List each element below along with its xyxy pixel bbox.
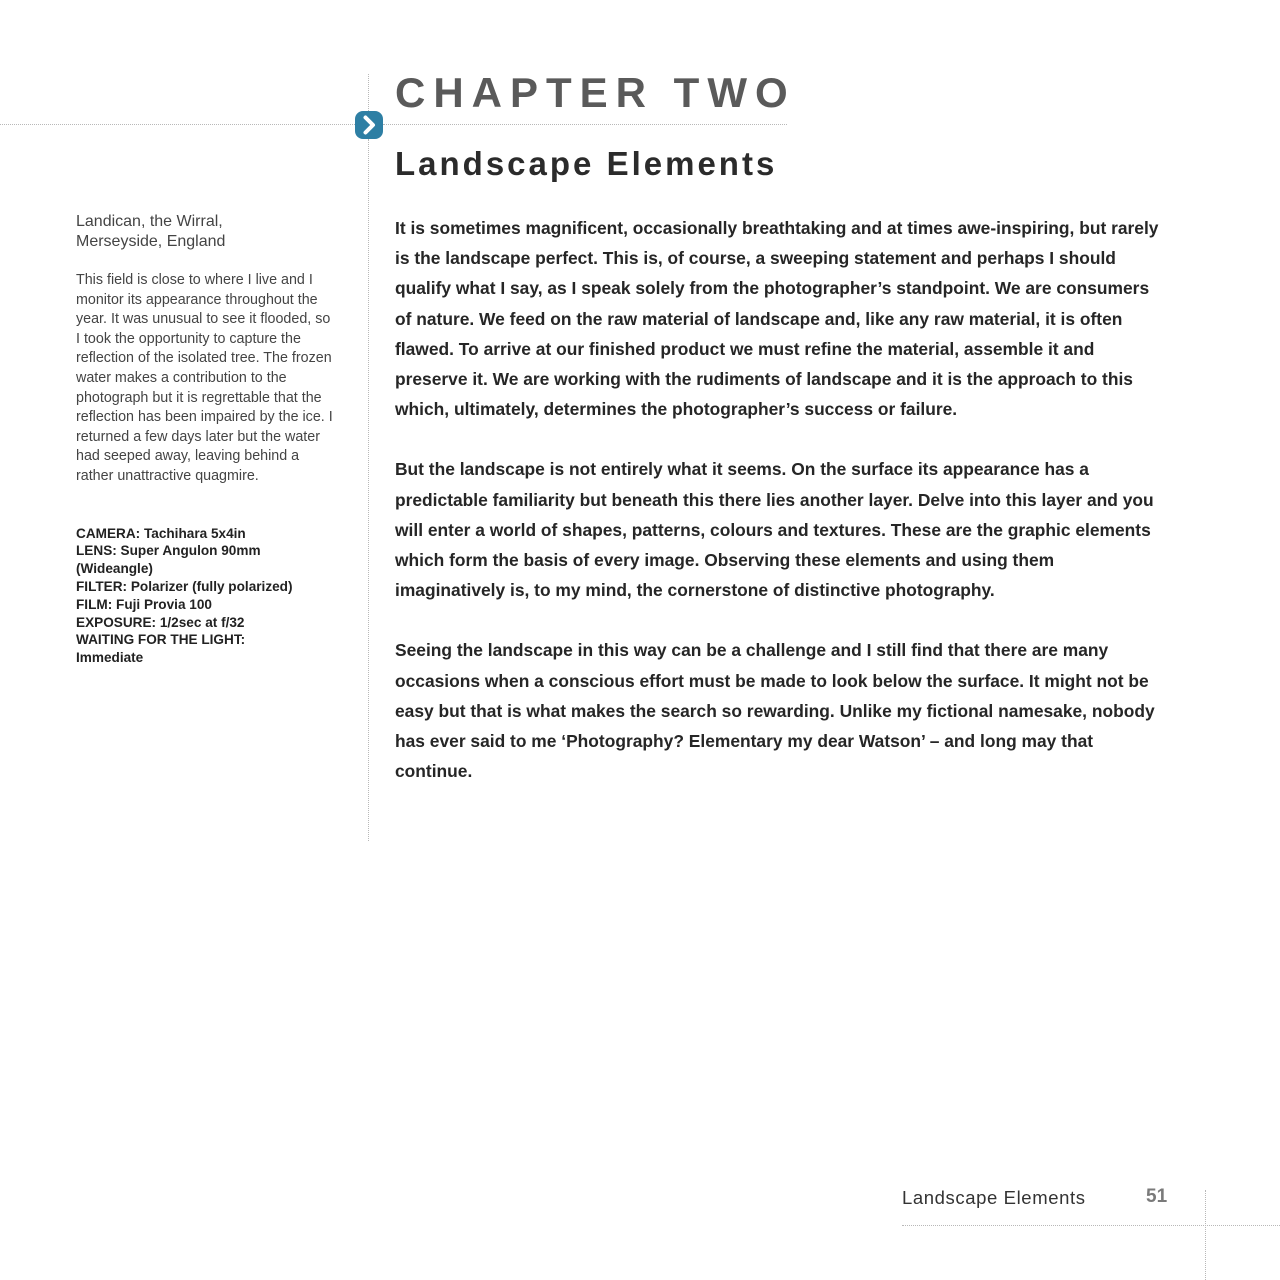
caption-text: This field is close to where I live and I monitor its appearance throughout the year. It was unusual to see it flooded, so I took the opportunity to capture the reflection of the isolated tree. The frozen water makes a contribution to the photograph but it is regrettable that the reflection has been impaired by the ice. I returned a few days later but the water had seeped away, leaving behind a rather unattractive quagmire. [76,272,333,484]
body-paragraph: But the landscape is not entirely what it seems. On the surface its appearance has a predictable familiarity but beneath this there lies another layer. Delve into this layer and you will enter a world of shapes, patterns, colours and textures. These are the graphic elements which form the basis of every image. Observing these elements and using them imaginatively is, to my mind, the cornerstone of distinctive photography. [395,459,1154,601]
column-divider-lower [368,139,369,841]
footer-rule [902,1225,1280,1226]
spec-waiting-value: Immediate [76,650,144,666]
spec-lens: LENS: Super Angulon 90mm [76,543,261,559]
body-text [395,213,1165,816]
spec-filter: FILTER: Polarizer (fully polarized) [76,578,293,594]
chevron-right-icon [355,111,383,139]
page-title: Landscape Elements [395,145,778,182]
spec-waiting-label: WAITING FOR THE LIGHT: [76,632,246,648]
caption-location-line: Landican, the Wirral, [76,213,223,230]
page-number: 51 [1146,1186,1168,1207]
tech-specs-list [76,525,338,667]
spec-film: FILM: Fuji Provia 100 [76,596,212,612]
photo-caption-sidebar [76,212,338,667]
body-paragraph: Seeing the landscape in this way can be a challenge and I still find that there are many occasions when a conscious effort must be made to look below the surface. It might not be easy but that is what makes the search so rewarding. Unlike my fictional namesake, nobody has ever said to me ‘Photography? Elementary my dear Watson’ – and long may that continue. [395,640,1155,782]
spec-lens-type: (Wideangle) [76,561,153,577]
header-rule-right [383,124,787,125]
header-rule [0,124,355,125]
spec-camera: CAMERA: Tachihara 5x4in [76,525,246,541]
body-paragraph: It is sometimes magnificent, occasionally breathtaking and at times awe-inspiring, but rarely is the landscape perfect. This is, of course, a sweeping statement and perhaps I should qualify what I say, as I speak solely from the photographer’s standpoint. We are consumers of nature. We feed on the raw material of landscape and, like any raw material, it is often flawed. To arrive at our finished product we must refine the material, assemble it and preserve it. We are working with the rudiments of landscape and it is the approach to this which, ultimately, determines the photographer’s success or failure. [395,218,1159,420]
column-divider [368,74,369,111]
caption-location [76,212,338,252]
running-footer-title: Landscape Elements [902,1187,1086,1208]
caption-location-line: Merseyside, England [76,233,226,250]
spec-exposure: EXPOSURE: 1/2sec at f/32 [76,614,245,630]
chapter-label: CHAPTER TWO [395,69,796,116]
footer-divider [1205,1190,1206,1280]
